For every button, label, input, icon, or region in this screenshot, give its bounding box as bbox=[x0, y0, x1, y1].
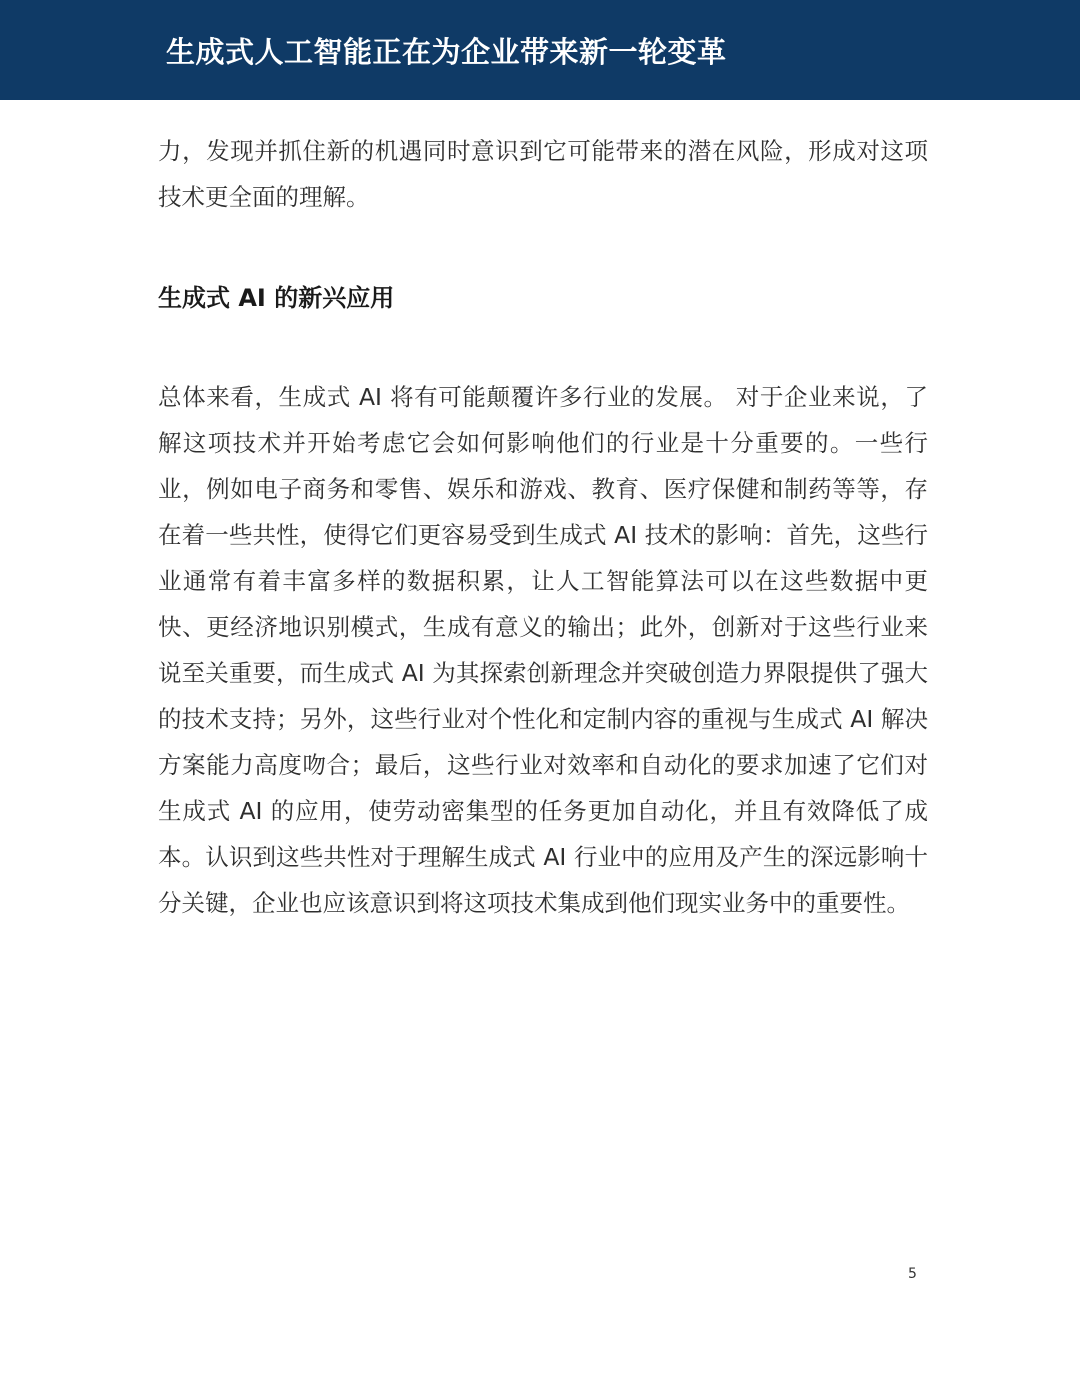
section-heading: 生成式 AI 的新兴应用 bbox=[158, 284, 395, 312]
body-paragraph: 总体来看，生成式 AI 将有可能颠覆许多行业的发展。 对于企业来说，了解这项技术并开始考虑它会如何影响他们的行业是十分重要的。一些行业，例如电子商务和零售、娱乐和游戏、教育、医疗保健和制药等等，存在着一些共性，使得它们更容易受到生成式 AI 技术的影响：首先，这些行业通常有着丰富多样的数据积累，让人工智能算法可以在这些数据中更快、更经济地识别模式，生成有意义的输出；此外，创新对于这些行业来说至关重要，而生成式 AI 为其探索创新理念并突破创造力界限提供了强大的技术支持；另外，这些行业对个性化和定制内容的重视与生成式 AI 解决方案能力高度吻合；最后，这些行业对效率和自动化的要求加速了它们对生成式 AI 的应用，使劳动密集型的任务更加自动化，并且有效降低了成本。认识到这些共性对于理解生成式 AI 行业中的应用及产生的深远影响十分关键，企业也应该意识到将这项技术集成到他们现实业务中的重要性。 bbox=[158, 383, 928, 917]
header-bar bbox=[0, 0, 1080, 100]
intro-paragraph: 力，发现并抓住新的机遇同时意识到它可能带来的潜在风险，形成对这项技术更全面的理解。 bbox=[158, 137, 928, 211]
page-number: 5 bbox=[908, 1266, 917, 1282]
document-body bbox=[158, 128, 928, 926]
page-title: 生成式人工智能正在为企业带来新一轮变革 bbox=[166, 35, 727, 69]
